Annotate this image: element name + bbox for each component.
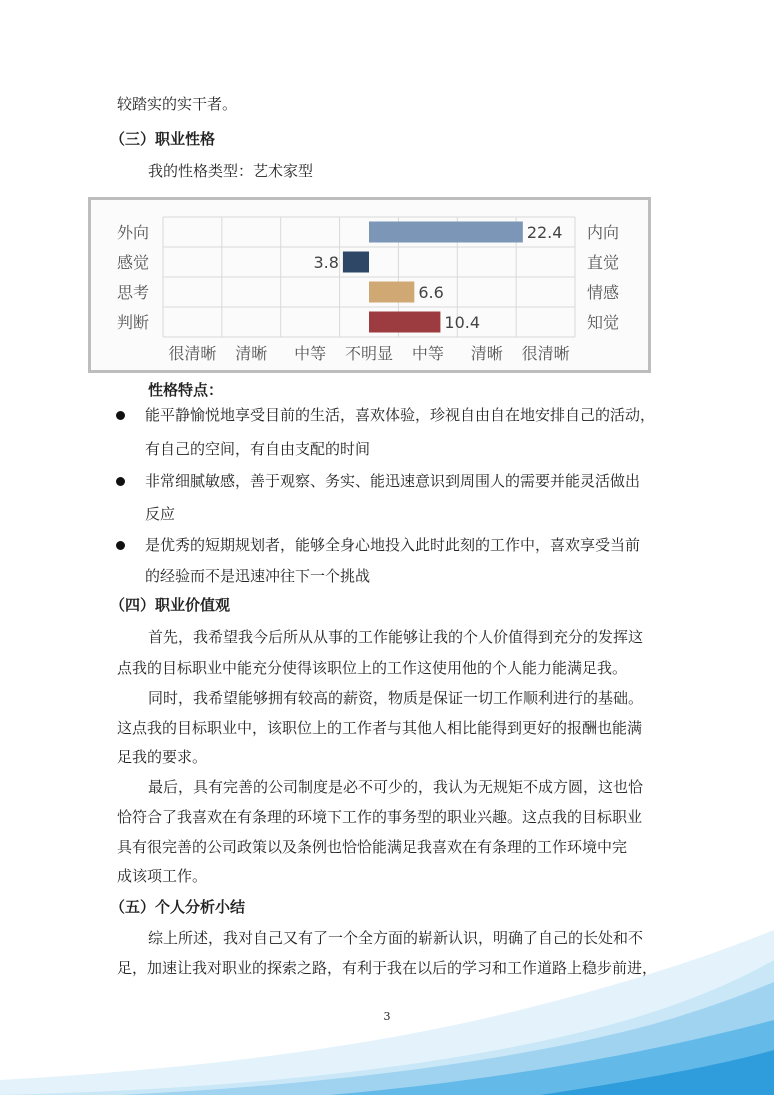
- x-tick-label: 很清晰: [521, 344, 570, 363]
- personality-chart: [88, 197, 651, 373]
- x-tick-label: 清晰: [470, 344, 503, 363]
- bar-感觉: [343, 252, 369, 273]
- x-tick-label: 中等: [411, 344, 444, 363]
- paragraph-2-line-1: 同时，我希望能够拥有较高的薪资，物质是保证一切工作顺利进行的基础。: [148, 689, 644, 707]
- row-label-right: 直觉: [587, 253, 620, 272]
- row-label-right: 内向: [587, 223, 620, 242]
- bullet-marker: [116, 411, 125, 420]
- row-label-right: 知觉: [587, 313, 620, 332]
- paragraph-4-line-2: 足，加速让我对职业的探索之路，有利于我在以后的学习和工作道路上稳步前进，: [117, 959, 658, 977]
- paragraph-2-line-3: 足我的要求。: [117, 748, 208, 766]
- paragraph-3-line-3: 具有很完善的公司政策以及条例也恰恰能满足我喜欢在有条理的工作环境中完: [117, 838, 628, 856]
- section-heading-career-personality: （三）职业性格: [110, 130, 216, 148]
- row-label-left: 感觉: [117, 253, 150, 272]
- bullet-1-line-1: 能平静愉悦地享受目前的生活，喜欢体验，珍视自由自在地安排自己的活动，: [145, 406, 656, 424]
- paragraph-1-line-1: 首先，我希望我今后所从从事的工作能够让我的个人价值得到充分的发挥这: [148, 628, 644, 646]
- paragraph-1-line-2: 点我的目标职业中能充分使得该职位上的工作这使用他的个人能力能满足我。: [117, 659, 628, 677]
- paragraph-3-line-4: 成该项工作。: [117, 867, 208, 885]
- x-tick-label: 不明显: [344, 344, 394, 363]
- bullet-marker: [116, 541, 125, 550]
- bar-思考: [369, 282, 414, 303]
- paragraph-3-line-2: 恰符合了我喜欢在有条理的环境下工作的事务型的职业兴趣。这点我的目标职业: [117, 808, 643, 826]
- row-label-left: 思考: [117, 283, 150, 302]
- paragraph-2-line-2: 这点我的目标职业中，该职位上的工作者与其他人相比能得到更好的报酬也能满: [117, 719, 643, 737]
- data-label: 3.8: [313, 253, 339, 272]
- bullet-2-line-2: 反应: [145, 505, 176, 523]
- row-label-left: 判断: [117, 313, 150, 332]
- personality-type-text: 我的性格类型：艺术家型: [148, 162, 314, 180]
- x-tick-label: 很清晰: [168, 344, 217, 363]
- data-label: 22.4: [526, 223, 563, 242]
- traits-heading: 性格特点：: [148, 381, 224, 399]
- page-number: 3: [383, 1010, 391, 1023]
- personality-chart-svg: [91, 200, 648, 370]
- paragraph-3-line-1: 最后，具有完善的公司制度是必不可少的，我认为无规矩不成方圆，这也恰: [148, 778, 644, 796]
- bullet-3-line-2: 的经验而不是迅速冲往下一个挑战: [145, 567, 371, 585]
- row-label-left: 外向: [117, 223, 150, 242]
- x-tick-label: 中等: [294, 344, 327, 363]
- bullet-marker: [116, 477, 125, 486]
- section-heading-summary: （五）个人分析小结: [110, 898, 246, 916]
- data-label: 6.6: [418, 283, 444, 302]
- x-tick-label: 清晰: [235, 344, 268, 363]
- row-label-right: 情感: [587, 283, 620, 302]
- bar-外向: [369, 222, 523, 243]
- bullet-1-line-2: 有自己的空间，有自由支配的时间: [145, 440, 371, 458]
- bullet-2-line-1: 非常细腻敏感，善于观察、务实、能迅速意识到周围人的需要并能灵活做出: [145, 472, 641, 490]
- bar-判断: [369, 312, 440, 333]
- bullet-3-line-1: 是优秀的短期规划者，能够全身心地投入此时此刻的工作中，喜欢享受当前: [145, 536, 641, 554]
- section-heading-career-values: （四）职业价值观: [110, 596, 231, 614]
- data-label: 10.4: [444, 313, 481, 332]
- continuation-text: 较踏实的实干者。: [117, 95, 238, 113]
- paragraph-4-line-1: 综上所述，我对自己又有了一个全方面的崭新认识，明确了自己的长处和不: [148, 929, 644, 947]
